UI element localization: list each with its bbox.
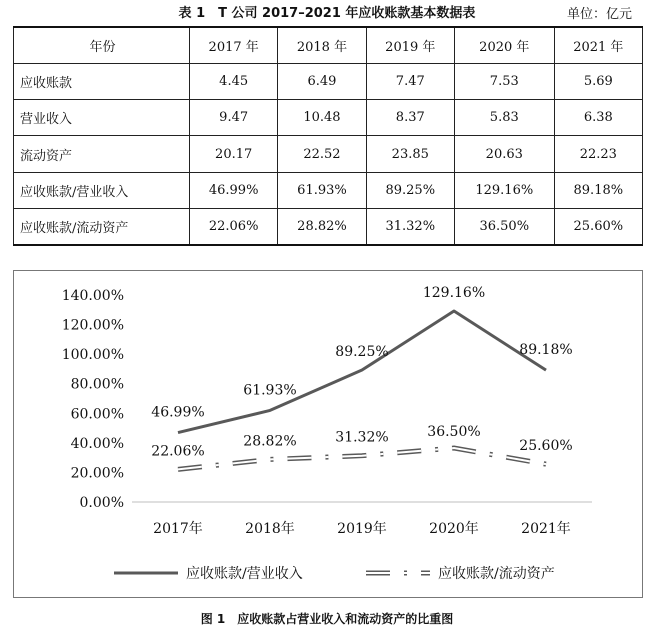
x-tick-label: 2019年 <box>337 521 387 537</box>
line-chart <box>14 271 642 597</box>
y-tick-label: 60.00% <box>70 406 124 423</box>
data-label-series-1: 89.18% <box>519 342 573 359</box>
data-label-series-2: 25.60% <box>519 438 573 455</box>
unit-label: 单位：亿元 <box>566 7 632 22</box>
row-label-cell: 流动资产 <box>14 136 190 172</box>
data-label-series-2: 28.82% <box>243 433 297 450</box>
series-line-receivables-to-current-assets <box>178 448 546 469</box>
table-cell: 61.93% <box>278 172 366 208</box>
legend-label-series-1: 应收账款/营业收入 <box>186 566 303 582</box>
x-tick-label: 2017年 <box>153 521 203 537</box>
data-label-series-2: 31.32% <box>335 429 389 446</box>
table-cell: 6.49 <box>278 64 366 100</box>
table-cell: 28.82% <box>278 208 366 245</box>
table-cell: 22.23 <box>554 136 642 172</box>
table-cell: 20.17 <box>190 136 278 172</box>
table-cell: 7.53 <box>454 64 554 100</box>
table-cell: 10.48 <box>278 100 366 136</box>
table-header-cell: 2021 年 <box>554 27 642 64</box>
data-label-series-1: 61.93% <box>243 382 297 399</box>
table-cell: 25.60% <box>554 208 642 245</box>
table-cell: 20.63 <box>454 136 554 172</box>
data-table <box>13 26 643 246</box>
table-header-row <box>14 27 643 64</box>
data-label-series-1: 46.99% <box>151 404 205 421</box>
table-cell: 4.45 <box>190 64 278 100</box>
table-cell: 89.25% <box>366 172 454 208</box>
y-tick-label: 20.00% <box>70 465 124 482</box>
x-tick-label: 2018年 <box>245 521 295 537</box>
table-cell: 7.47 <box>366 64 454 100</box>
row-label-cell: 应收账款/流动资产 <box>14 208 190 245</box>
table-cell: 22.52 <box>278 136 366 172</box>
table-row <box>14 100 643 136</box>
table-cell: 23.85 <box>366 136 454 172</box>
x-tick-label: 2020年 <box>429 521 479 537</box>
row-label-cell: 应收账款/营业收入 <box>14 172 190 208</box>
y-tick-label: 40.00% <box>70 435 124 452</box>
row-label-cell: 营业收入 <box>14 100 190 136</box>
table-cell: 22.06% <box>190 208 278 245</box>
data-label-series-1: 129.16% <box>422 285 486 302</box>
data-label-series-2: 22.06% <box>151 443 205 460</box>
chart-frame <box>13 270 643 598</box>
legend-label-series-2: 应收账款/流动资产 <box>438 566 555 582</box>
table-caption-row <box>0 0 654 24</box>
y-tick-label: 80.00% <box>70 376 124 393</box>
table-header-cell: 2020 年 <box>454 27 554 64</box>
x-tick-label: 2021年 <box>521 521 571 537</box>
table-row <box>14 64 643 100</box>
table-cell: 8.37 <box>366 100 454 136</box>
y-tick-label: 140.00% <box>61 288 124 304</box>
table-cell: 9.47 <box>190 100 278 136</box>
table-cell: 89.18% <box>554 172 642 208</box>
table-header-cell: 年份 <box>14 27 190 64</box>
table-header-cell: 2018 年 <box>278 27 366 64</box>
table-cell: 31.32% <box>366 208 454 245</box>
table-cell: 6.38 <box>554 100 642 136</box>
y-tick-label: 120.00% <box>61 317 124 334</box>
table-header-cell: 2017 年 <box>190 27 278 64</box>
table-row <box>14 136 643 172</box>
row-label-cell: 应收账款 <box>14 64 190 100</box>
table-cell: 5.83 <box>454 100 554 136</box>
table-cell: 129.16% <box>454 172 554 208</box>
series-line-receivables-to-current-assets-inner <box>178 448 546 469</box>
table-cell: 46.99% <box>190 172 278 208</box>
table-title: 表 1 T 公司 2017–2021 年应收账款基本数据表 <box>178 6 476 21</box>
figure-caption: 图 1 应收账款占营业收入和流动资产的比重图 <box>200 612 454 626</box>
table-cell: 36.50% <box>454 208 554 245</box>
series-line-receivables-to-revenue <box>178 311 546 432</box>
data-label-series-2: 36.50% <box>427 424 481 441</box>
table-row <box>14 208 643 245</box>
y-tick-label: 100.00% <box>61 347 124 364</box>
data-label-series-1: 89.25% <box>335 344 389 361</box>
table-row <box>14 172 643 208</box>
table-cell: 5.69 <box>554 64 642 100</box>
table-header-cell: 2019 年 <box>366 27 454 64</box>
y-tick-label: 0.00% <box>79 495 124 511</box>
